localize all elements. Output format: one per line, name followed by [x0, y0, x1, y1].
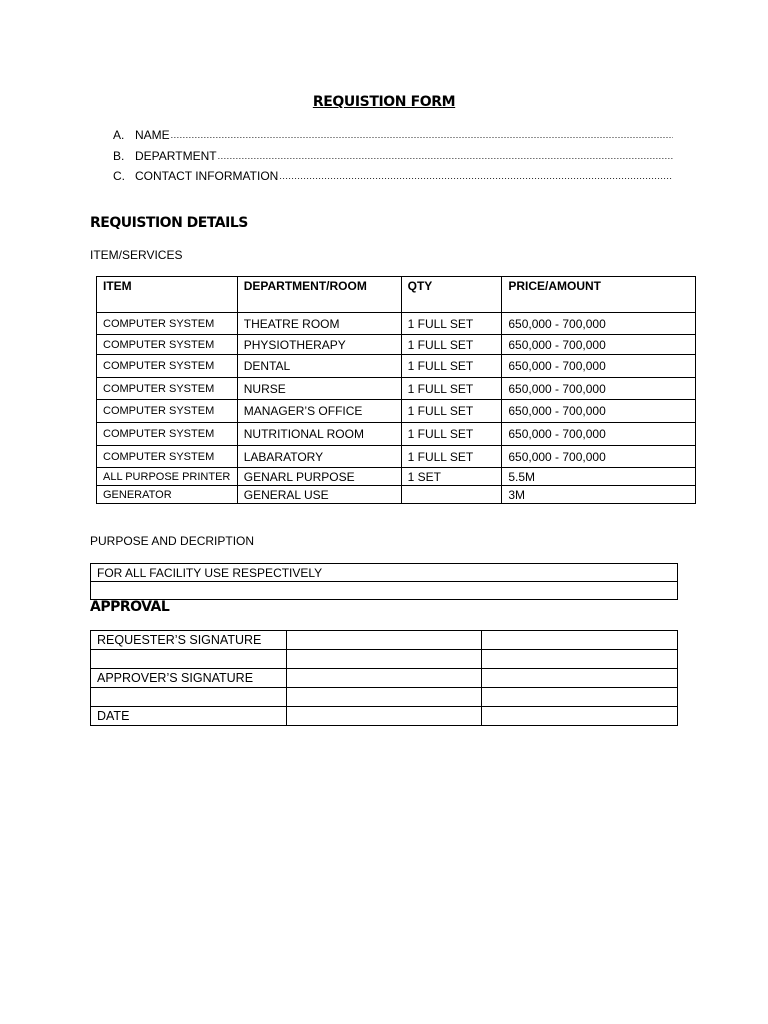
qty-cell: 1 FULL SET [401, 400, 502, 423]
approval-blank-cell [482, 631, 678, 650]
qty-cell: 1 FULL SET [401, 378, 502, 400]
items-row [97, 355, 696, 378]
item-cell: COMPUTER SYSTEM [97, 355, 238, 378]
contact-field-letter: C. [113, 169, 125, 184]
department-field [113, 146, 673, 167]
item-cell: COMPUTER SYSTEM [97, 446, 238, 468]
purpose-row-blank [91, 582, 678, 600]
approval-label-cell: REQUESTER’S SIGNATURE [91, 631, 287, 650]
contact-field-blank [278, 171, 673, 181]
item-cell: COMPUTER SYSTEM [97, 335, 238, 355]
approval-blank-cell [482, 669, 678, 688]
item-cell: ALL PURPOSE PRINTER [97, 468, 238, 486]
department-room-cell: NUTRITIONAL ROOM [237, 423, 401, 446]
header-item: ITEM [97, 277, 238, 313]
item-cell: COMPUTER SYSTEM [97, 423, 238, 446]
item-cell: COMPUTER SYSTEM [97, 313, 238, 335]
purpose-label: PURPOSE AND DECRIPTION [90, 534, 255, 548]
qty-cell: 1 FULL SET [401, 355, 502, 378]
items-label: ITEM/SERVICES [90, 248, 183, 262]
approval-blank-cell [286, 707, 482, 726]
department-room-cell: THEATRE ROOM [237, 313, 401, 335]
purpose-row [91, 564, 678, 582]
price-amount-cell: 650,000 - 700,000 [502, 355, 696, 378]
approval-row [91, 650, 678, 669]
price-amount-cell: 650,000 - 700,000 [502, 423, 696, 446]
items-row [97, 378, 696, 400]
info-fields [113, 125, 673, 187]
items-header-row [97, 277, 696, 313]
qty-cell [401, 486, 502, 504]
price-amount-cell: 650,000 - 700,000 [502, 313, 696, 335]
items-row [97, 446, 696, 468]
item-cell: COMPUTER SYSTEM [97, 378, 238, 400]
approval-blank-cell [286, 631, 482, 650]
items-row [97, 486, 696, 504]
form-title: REQUISTION FORM [312, 94, 456, 110]
department-room-cell: PHYSIOTHERAPY [237, 335, 401, 355]
name-field-label: NAME [135, 128, 170, 143]
items-row [97, 400, 696, 423]
qty-cell: 1 FULL SET [401, 335, 502, 355]
department-room-cell: GENERAL USE [237, 486, 401, 504]
name-field-blank [170, 130, 673, 140]
qty-cell: 1 SET [401, 468, 502, 486]
department-field-blank [217, 151, 673, 161]
department-room-cell: LABARATORY [237, 446, 401, 468]
contact-field-label: CONTACT INFORMATION [135, 169, 279, 184]
items-row [97, 468, 696, 486]
approval-row [91, 688, 678, 707]
approval-blank-cell [482, 650, 678, 669]
qty-cell: 1 FULL SET [401, 446, 502, 468]
department-room-cell: DENTAL [237, 355, 401, 378]
items-table [96, 276, 696, 504]
approval-row [91, 707, 678, 726]
approval-heading: APPROVAL [90, 599, 170, 615]
approval-label-cell: APPROVER’S SIGNATURE [91, 669, 287, 688]
department-field-letter: B. [113, 148, 125, 163]
header-qty: QTY [401, 277, 502, 313]
department-room-cell: GENARL PURPOSE [237, 468, 401, 486]
purpose-text: FOR ALL FACILITY USE RESPECTIVELY [91, 564, 678, 582]
approval-blank-cell [482, 688, 678, 707]
approval-label-cell: DATE [91, 707, 287, 726]
header-price-amount: PRICE/AMOUNT [502, 277, 696, 313]
items-row [97, 313, 696, 335]
items-row [97, 335, 696, 355]
price-amount-cell: 650,000 - 700,000 [502, 446, 696, 468]
approval-label-cell [91, 688, 287, 707]
approval-row [91, 631, 678, 650]
department-room-cell: MANAGER’S OFFICE [237, 400, 401, 423]
price-amount-cell: 650,000 - 700,000 [502, 335, 696, 355]
contact-field [113, 166, 673, 187]
approval-row [91, 669, 678, 688]
item-cell: COMPUTER SYSTEM [97, 400, 238, 423]
approval-blank-cell [286, 650, 482, 669]
qty-cell: 1 FULL SET [401, 313, 502, 335]
approval-blank-cell [482, 707, 678, 726]
price-amount-cell: 650,000 - 700,000 [502, 378, 696, 400]
item-cell: GENERATOR [97, 486, 238, 504]
approval-blank-cell [286, 688, 482, 707]
name-field-letter: A. [113, 128, 125, 143]
purpose-table [90, 563, 678, 600]
price-amount-cell: 3M [502, 486, 696, 504]
price-amount-cell: 650,000 - 700,000 [502, 400, 696, 423]
items-row [97, 423, 696, 446]
approval-blank-cell [286, 669, 482, 688]
department-room-cell: NURSE [237, 378, 401, 400]
details-heading: REQUISTION DETAILS [90, 215, 248, 231]
approval-label-cell [91, 650, 287, 669]
purpose-blank-cell [91, 582, 678, 600]
name-field [113, 125, 673, 146]
approval-table [90, 630, 678, 726]
header-department-room: DEPARTMENT/ROOM [237, 277, 401, 313]
department-field-label: DEPARTMENT [135, 148, 217, 163]
price-amount-cell: 5.5M [502, 468, 696, 486]
qty-cell: 1 FULL SET [401, 423, 502, 446]
